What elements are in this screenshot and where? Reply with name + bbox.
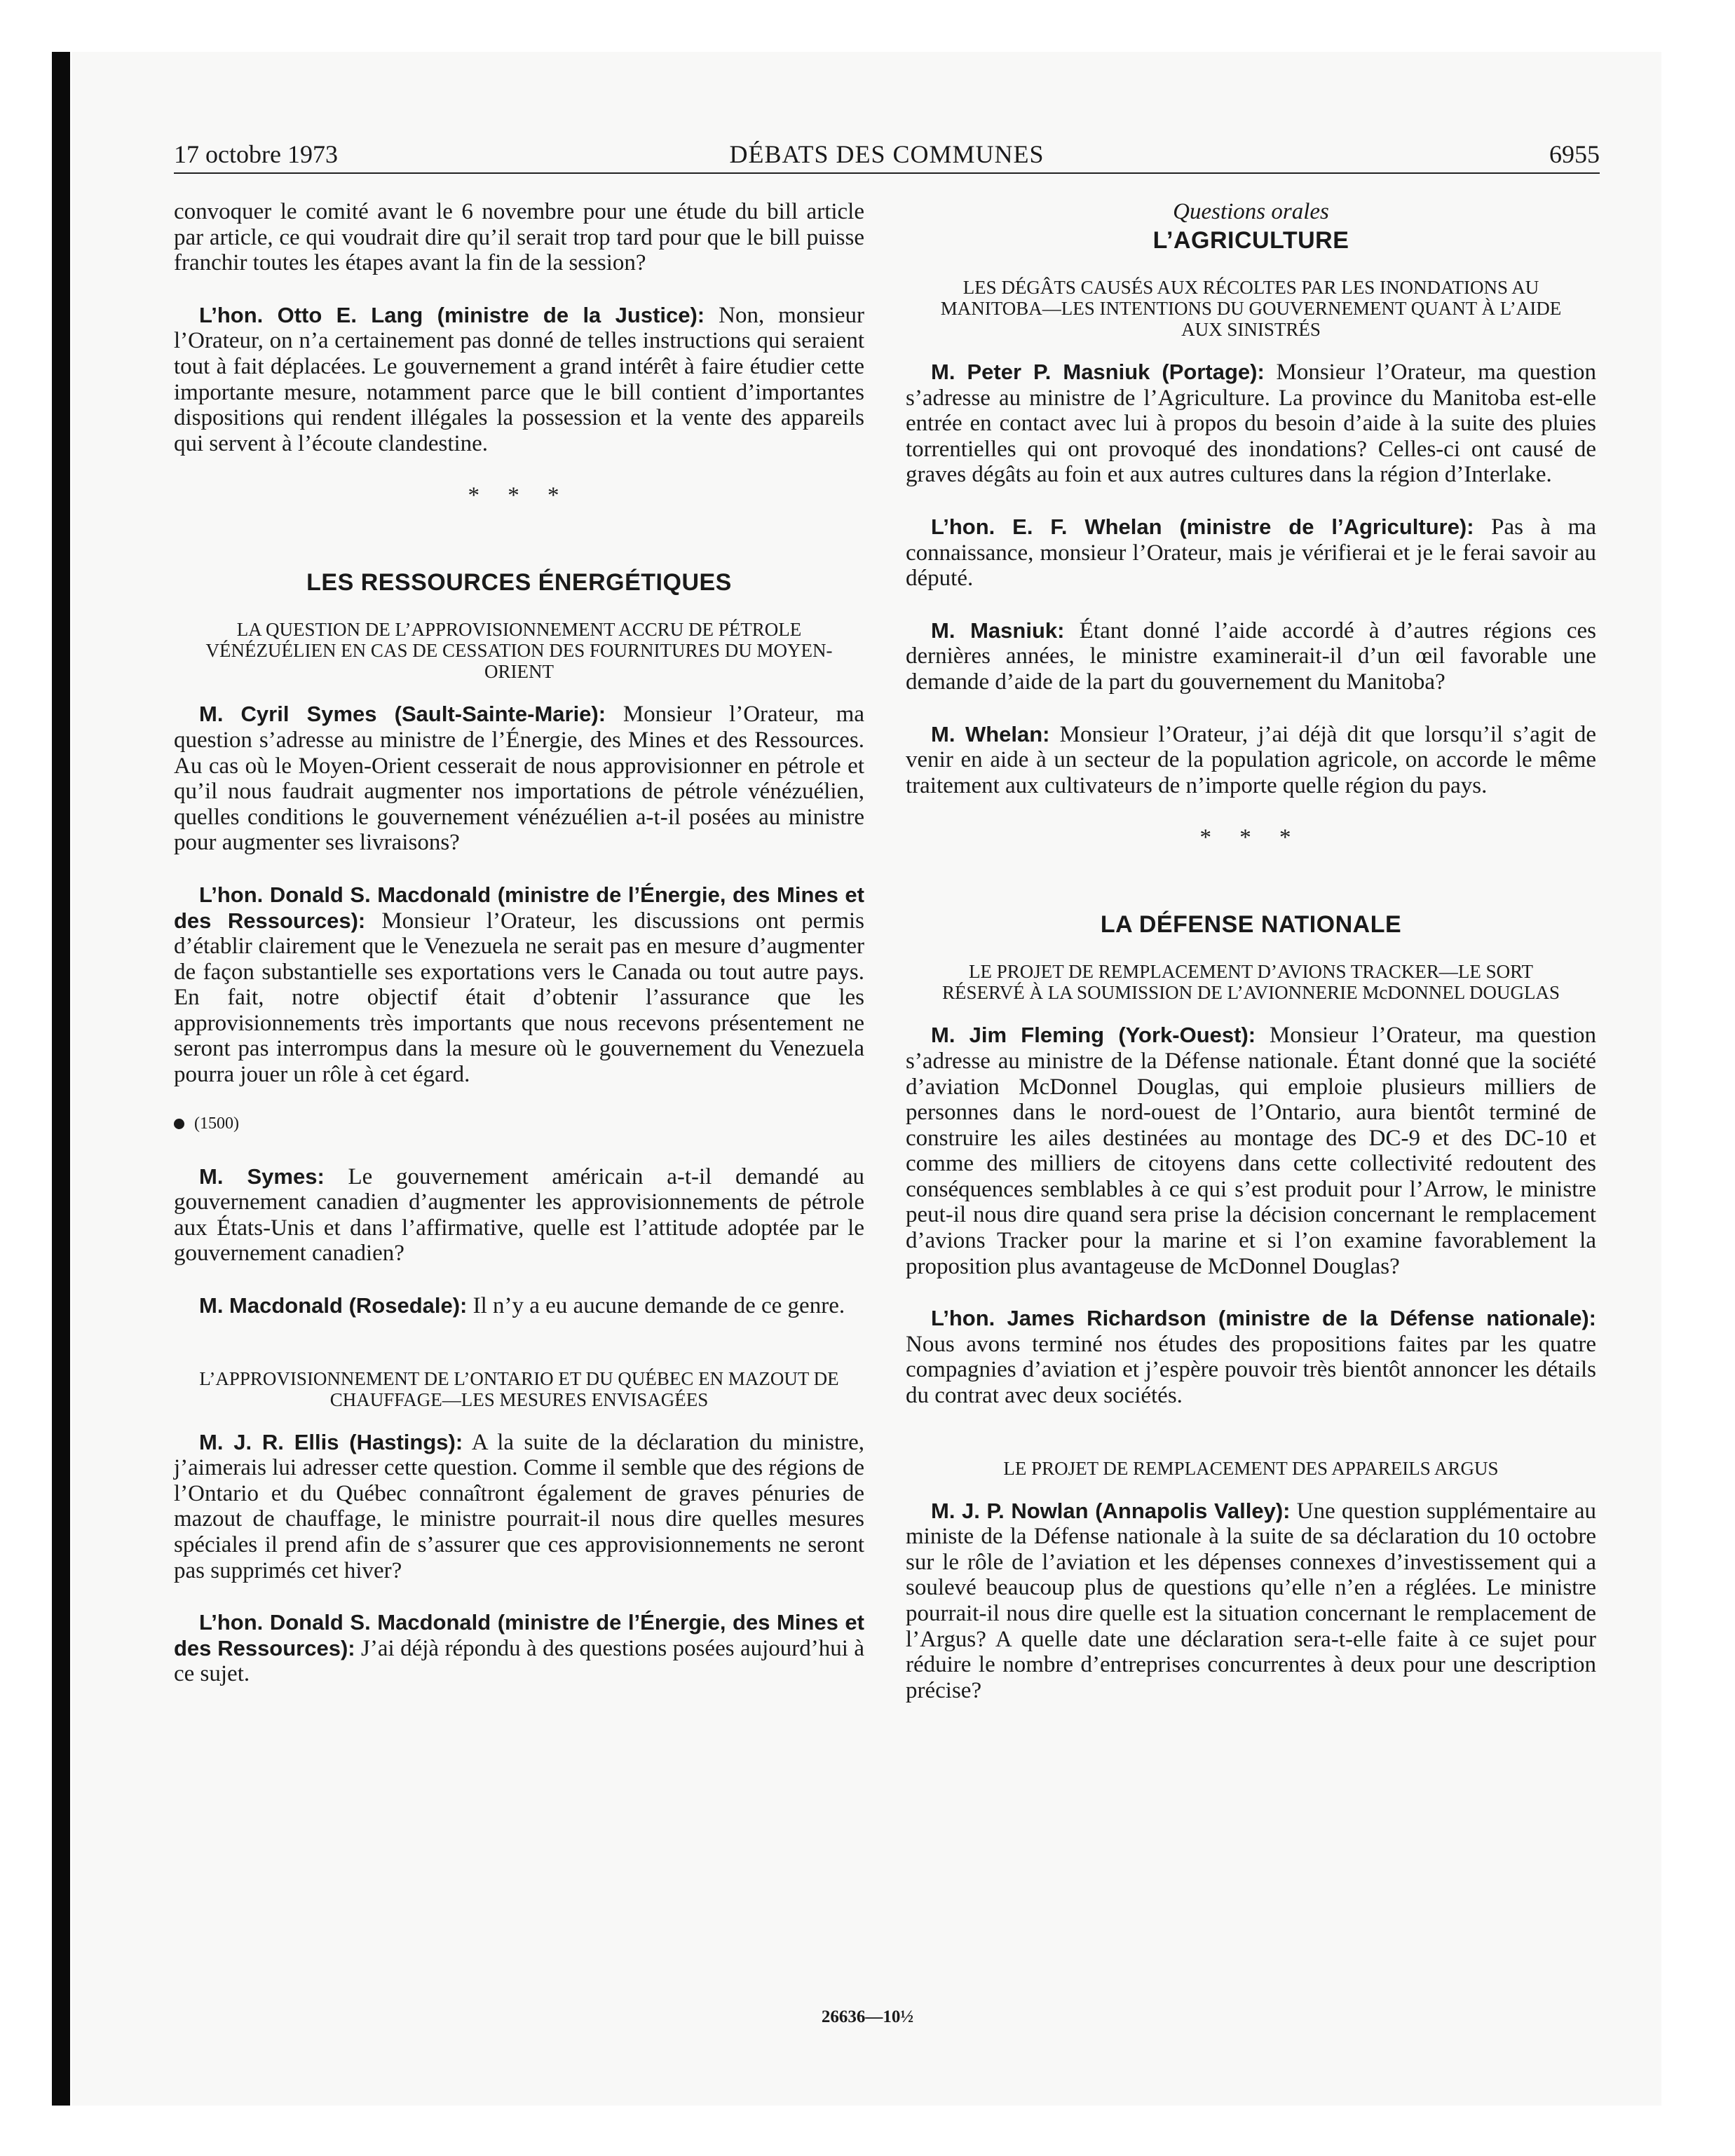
bullet-icon [174,1119,184,1129]
section-title: L’AGRICULTURE [1152,227,1349,254]
speaker-name: M. Symes: [199,1164,325,1189]
header-title: DÉBATS DES COMMUNES [729,140,1045,168]
paragraph [906,1023,1596,1279]
paragraph [906,1306,1596,1408]
speaker-name: L’hon. Donald S. Macdonald (ministre de l’Énergie, des Mines et des Ressources): [174,882,864,933]
paragraph [906,1499,1596,1704]
paragraph [906,722,1596,799]
speaker-name: M. Whelan: [931,721,1050,746]
section-title: LA DÉFENSE NATIONALE [1100,911,1402,939]
paragraph [174,1430,864,1584]
paragraph [174,1164,864,1267]
paragraph [906,618,1596,695]
speech-text: Pas à ma connaissance, monsieur l’Orateur, mais je vérifierai et je le ferai savoir au député. [906,514,1596,592]
paragraph [906,514,1596,592]
speech-text: Monsieur l’Orateur, ma question s’adresse au ministre de l’Agriculture. La province du Manitoba est-elle entrée en contact avec lui à propos du besoin d’aide à la suite des pluies torrentielles qui ont provoqué des inondations? Celles-ci ont causé de graves dégâts au foin et aux autres cultures dans la région d’Interlake. [906,360,1596,488]
speaker-name: M. J. P. Nowlan (Annapolis Valley): [931,1498,1291,1523]
section-subtitle: LA QUESTION DE L’APPROVISIONNEMENT ACCRU DE PÉTROLE VÉNÉZUÉLIEN EN CAS DE CESSATION DES FOURNITURES DU MOYEN-ORIENT [205,619,833,683]
speech-text: A la suite de la déclaration du ministre, j’aimerais lui adresser cette question. Comme il semble que des régions de l’Ontario et du Québec connaîtront également de graves pénuries de mazout de chauffage, le ministre pourrait-il nous dire quelles mesures spéciales il prend afin de s’assurer que ces approvisionnements ne seront pas supprimés cet hiver? [174,1429,865,1583]
right-column [906,199,1596,1730]
speaker-name: L’hon. James Richardson (ministre de la Défense nationale): [931,1306,1596,1331]
speech-text: Nous avons terminé nos études des propositions faites par les quatre compagnies d’aviation et j’espère pouvoir très bientôt annoncer les détails du contrat avec deux sociétés. [906,1331,1596,1409]
paragraph [906,360,1596,488]
speech-text: Monsieur l’Orateur, j’ai déjà dit que lorsqu’il s’agit de venir en aide à un secteur de la population agricole, on accorde le même traitement aux cultivateurs de n’importe quelle région du pays. [906,721,1596,798]
speaker-name: M. Masniuk: [931,618,1065,643]
paragraph [174,882,864,1088]
section-subtitle: LE PROJET DE REMPLACEMENT DES APPAREILS ARGUS [1003,1457,1499,1479]
section-title: LES RESSOURCES ÉNERGÉTIQUES [306,569,732,596]
speech-text: J’ai déjà répondu à des questions posées aujourd’hui à ce sujet. [174,1635,865,1687]
rubric-kicker: Questions orales [1173,199,1329,224]
speech-text: Monsieur l’Orateur, les discussions ont permis d’établir clairement que le Venezuela ne serait pas en mesure d’augmenter de façon substantielle ses exportations vers le Canada ou tout autre pays. En fait, notre objectif était d’obtenir l’assurance que les approvisionnements très importants que nous recevons présentement ne seront pas interrompus dans la mesure où le gouvernement du Venezuela pourra jouer un rôle à cet égard. [174,908,864,1088]
paragraph: convoquer le comité avant le 6 novembre pour une étude du bill article par article, ce qui voudrait dire qu’il serait trop tard pour que le bill puisse franchir toutes les étapes avant la fin de la session? [174,199,864,276]
speaker-name: M. J. R. Ellis (Hastings): [199,1429,463,1454]
speech-text: Une question supplémentaire au ministe de la Défense nationale à la suite de sa déclaration du 10 octobre sur le rôle de l’aviation et les dépenses connexes d’investissement qui a soulevé beaucoup plus de questions qu’elle n’en a réglées. Le ministre pourrait-il nous dire quelle est la situation concernant le remplacement de l’Argus? A quelle date une déclaration sera-t-elle faite à ce sujet pour réduire le nombre d’entreprises concurrentes à deux pour une description précise? [906,1498,1596,1703]
speaker-name: M. Macdonald (Rosedale): [199,1293,468,1318]
speaker-name: L’hon. Donald S. Macdonald (ministre de l’Énergie, des Mines et des Ressources): [174,1610,864,1660]
header-date: 17 octobre 1973 [174,140,338,168]
speech-text: Étant donné l’aide accordé à d’autres régions ces dernières années, le ministre examinerait-il d’un œil favorable une demande d’aide de la part du gouvernement du Manitoba? [906,618,1596,695]
paragraph [174,1293,864,1319]
section-subtitle: L’APPROVISIONNEMENT DE L’ONTARIO ET DU QUÉBEC EN MAZOUT DE CHAUFFAGE—LES MESURES ENVISAGÉES [199,1367,839,1410]
speaker-name: M. Cyril Symes (Sault-Sainte-Marie): [199,702,606,727]
speech-text: Le gouvernement américain a-t-il demandé au gouvernement canadien d’augmenter les approvisionnements de pétrole aux États-Unis et dans l’affirmative, quelle est l’attitude adoptée par le gouvernement canadien? [174,1164,864,1267]
speech-text: Monsieur l’Orateur, ma question s’adresse au ministre de l’Énergie, des Mines et des Ressources. Au cas où le Moyen-Orient cesserait de nous approvisionner en pétrole et qu’il nous faudrait augmenter nos importations de pétrole vénézuélien, quelles conditions le gouvernement vénézuélien a-t-il posées au ministre pour augmenter ses livraisons? [174,702,864,856]
running-header [174,137,1600,174]
section-separator: * * * [468,483,571,509]
speaker-name: L’hon. E. F. Whelan (ministre de l’Agriculture): [931,514,1474,539]
scan-edge [52,52,70,2106]
left-column [174,199,864,1714]
printer-code: 26636—10½ [821,2007,914,2026]
section-separator: * * * [1199,825,1302,851]
time-text: (1500) [194,1114,239,1133]
paragraph [174,1610,864,1687]
section-subtitle: LES DÉGÂTS CAUSÉS AUX RÉCOLTES PAR LES INONDATIONS AU MANITOBA—LES INTENTIONS DU GOUVERNEMENT QUANT À L’AIDE AUX SINISTRÉS [940,277,1562,340]
paragraph [174,702,864,856]
speaker-name: M. Peter P. Masniuk (Portage): [931,360,1265,384]
speaker-name: M. Jim Fleming (York-Ouest): [931,1023,1256,1048]
speech-text: Non, monsieur l’Orateur, on n’a certainement pas donné de telles instructions qui seraient tout à fait déplacées. Le gouvernement a grand intérêt à faire étudier cette importante mesure, notamment parce que le bill contient d’importantes dispositions qui rendent illégales la possession et la vente des appareils qui servent à l’écoute clandestine. [174,302,864,456]
paragraph [174,303,864,457]
page-number: 6955 [1549,140,1600,168]
section-subtitle: LE PROJET DE REMPLACEMENT D’AVIONS TRACKER—LE SORT RÉSERVÉ À LA SOUMISSION DE L’AVIONNERIE McDONNEL DOUGLAS [941,961,1560,1004]
speaker-name: L’hon. Otto E. Lang (ministre de la Justice): [199,302,705,327]
speech-text: Il n’y a eu aucune demande de ce genre. [467,1293,845,1319]
speech-text: Monsieur l’Orateur, ma question s’adresse au ministre de la Défense nationale. Étant donné que la société d’aviation McDonnel Douglas, qui emploie plusieurs milliers de personnes dans le nord-ouest de l’Ontario, aura bientôt terminé de construire les ailes destinées au montage des DC-9 et des DC-10 et comme des milliers de citoyens dans cette collectivité redoutent des conséquences semblables à ce qui s’est produit pour l’Arrow, le ministre peut-il nous dire quand sera prise la décision concernant le remplacement d’avions Tracker pour la marine et si l’on examine favorablement la proposition plus avantageuse de McDonnel Douglas? [906,1023,1597,1279]
time-marker [174,1114,864,1133]
